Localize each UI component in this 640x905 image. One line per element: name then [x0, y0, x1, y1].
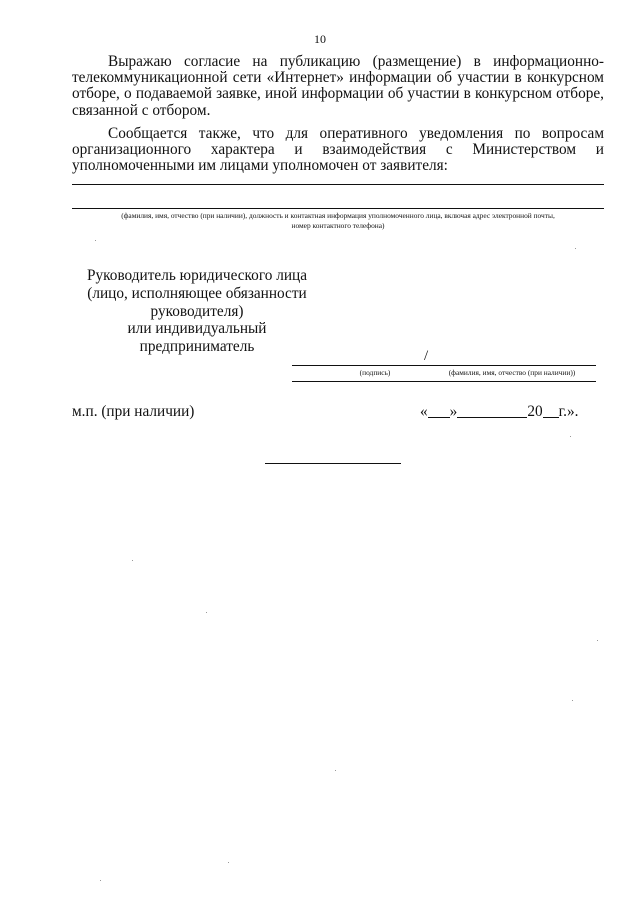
scan-speck [597, 640, 598, 641]
stamp-place: м.п. (при наличии) [72, 403, 195, 420]
signatory-line: предприниматель [139, 338, 255, 356]
signatory-line: или индивидуальный [127, 320, 267, 338]
day-blank [428, 404, 450, 418]
signature-bottom-line [292, 381, 596, 382]
scan-speck [570, 436, 571, 437]
contact-fill-line-2 [72, 208, 604, 209]
signatory-line: (лицо, исполняющее обязанности [87, 284, 307, 302]
date-field [420, 403, 578, 421]
contact-caption-line-1: (фамилия, имя, отчество (при наличии), должность и контактная информация уполномоченного лица, включая адрес электронной почты, [121, 211, 555, 220]
year-suffix: г.». [558, 403, 579, 420]
contact-caption-line-2: номер контактного телефона) [291, 221, 385, 230]
contact-person-paragraph: Сообщается также, что для оперативного уведомления по вопросам организационного характера и взаимодействия с Министерством и уполномоченными им лицами уполномочен от заявителя: [72, 125, 604, 175]
page-number: 10 [314, 32, 326, 46]
month-blank [457, 404, 527, 418]
scan-speck [100, 880, 101, 881]
scan-speck [572, 700, 573, 701]
signature-separator: / [424, 348, 429, 364]
end-of-document-line [265, 463, 401, 464]
signature-caption: (подпись) [359, 368, 391, 377]
contact-fill-line-1 [72, 184, 604, 185]
scan-speck [228, 862, 229, 863]
scan-speck [335, 770, 336, 771]
signatory-line: руководителя) [150, 302, 244, 320]
signature-fill-line [292, 365, 596, 366]
scan-speck [132, 560, 133, 561]
signatory-title [72, 267, 322, 356]
scan-speck [206, 612, 207, 613]
date-open-quote: « [420, 403, 428, 420]
year-prefix: 20 [527, 403, 543, 420]
scan-speck [575, 248, 576, 249]
consent-paragraph: Выражаю согласие на публикацию (размещение) в информационно-телекоммуникационной сети «Интернет» информации об участии в конкурсном отборе, о подаваемой заявке, иной информации об участии в конкурсном отборе, связанной с отбором. [72, 53, 604, 119]
year-blank [543, 404, 559, 418]
scan-speck [95, 240, 96, 241]
name-caption: (фамилия, имя, отчество (при наличии)) [448, 368, 576, 377]
date-close-quote: » [449, 403, 458, 420]
signatory-line: Руководитель юридического лица [86, 267, 307, 284]
